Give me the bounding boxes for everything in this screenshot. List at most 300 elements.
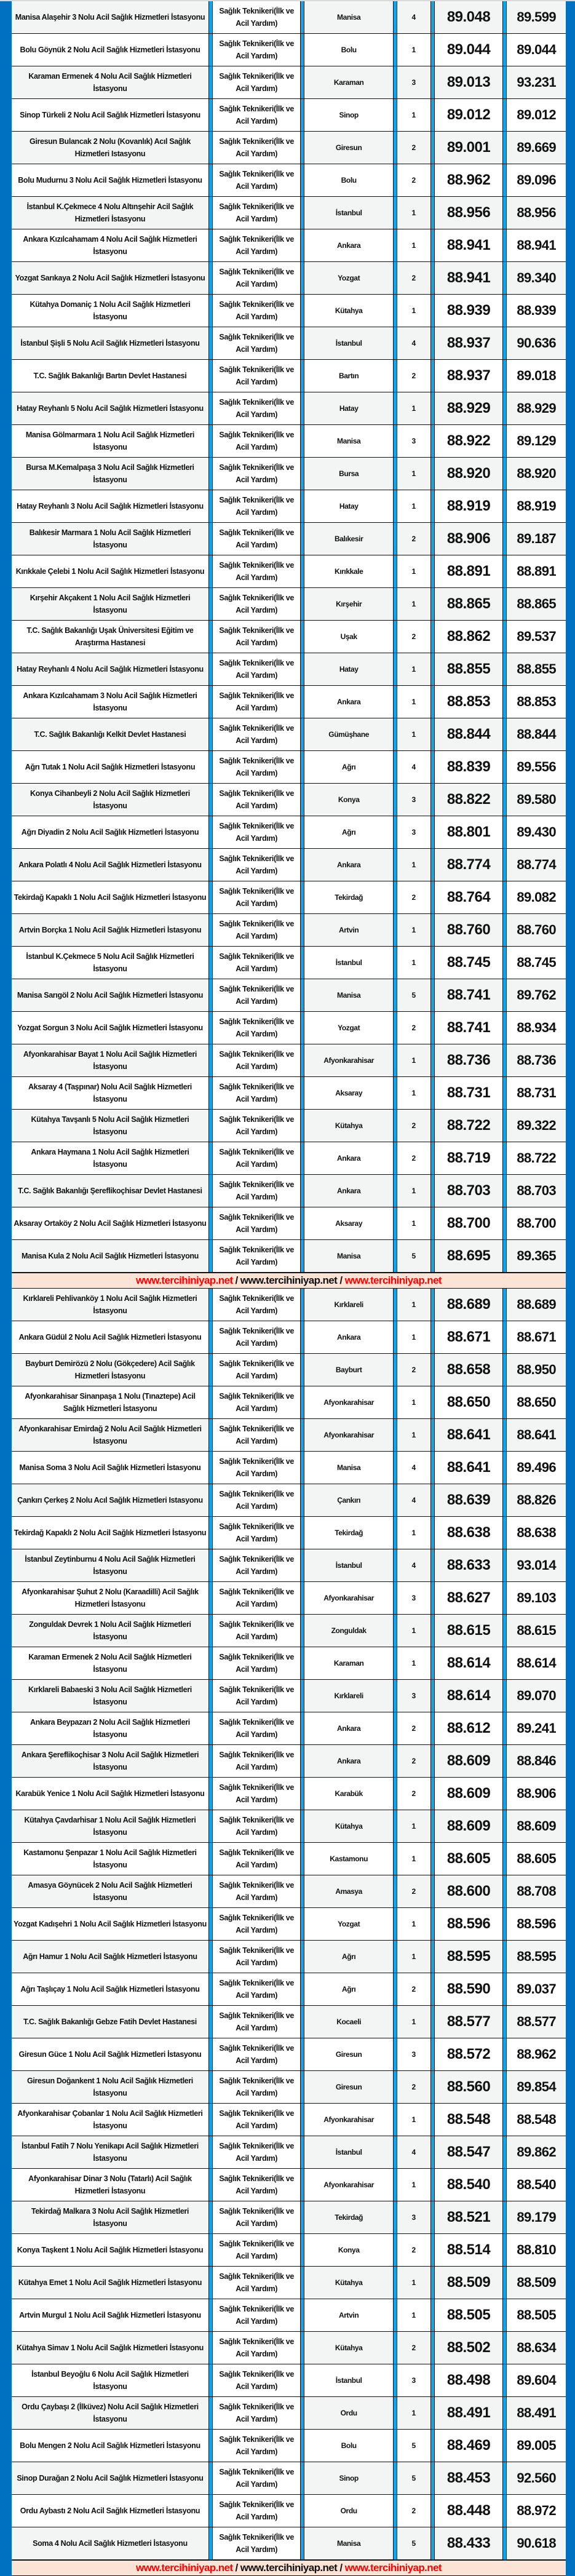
min-score: 88.491 bbox=[446, 2404, 491, 2421]
min-score: 88.641 bbox=[446, 1426, 491, 1443]
column-divider bbox=[208, 66, 213, 98]
column-divider bbox=[430, 1973, 435, 2005]
column-divider bbox=[393, 327, 397, 359]
city-name: İstanbul bbox=[335, 339, 362, 348]
column-divider bbox=[300, 1680, 304, 1712]
banner-link-1[interactable]: www.tercihiniyap.net bbox=[136, 2562, 233, 2574]
program-name: Sağlık Teknikeri(İlk ve Acil Yardım) bbox=[213, 2527, 301, 2559]
column-divider bbox=[300, 1549, 304, 1581]
column-divider bbox=[393, 132, 397, 164]
column-divider bbox=[208, 1110, 213, 1142]
column-divider bbox=[502, 2201, 507, 2233]
column-divider bbox=[393, 1712, 397, 1744]
banner-link-3[interactable]: www.tercihiniyap.net bbox=[344, 1274, 442, 1286]
quota-count: 3 bbox=[411, 1594, 416, 1602]
column-divider bbox=[393, 1810, 397, 1842]
column-divider bbox=[430, 1452, 435, 1484]
table-row bbox=[12, 751, 566, 784]
program-name: Sağlık Teknikeri(İlk ve Acil Yardım) bbox=[213, 1386, 301, 1418]
program-name: Sağlık Teknikeri(İlk ve Acil Yardım) bbox=[213, 1517, 301, 1549]
column-divider bbox=[502, 1012, 507, 1044]
column-divider bbox=[393, 2462, 397, 2494]
table-row bbox=[12, 99, 566, 132]
program-name: Sağlık Teknikeri(İlk ve Acil Yardım) bbox=[213, 490, 301, 522]
column-divider bbox=[502, 1207, 507, 1239]
column-divider bbox=[300, 1582, 304, 1614]
banner-link-2[interactable]: www.tercihiniyap.net bbox=[240, 2562, 338, 2574]
max-score: 88.934 bbox=[517, 1020, 557, 1035]
program-name: Sağlık Teknikeri(İlk ve Acil Yardım) bbox=[213, 1680, 301, 1712]
max-score: 89.604 bbox=[517, 2372, 557, 2388]
city-name: Giresun bbox=[335, 2083, 362, 2091]
column-divider bbox=[430, 1289, 435, 1321]
program-name: Sağlık Teknikeri(İlk ve Acil Yardım) bbox=[213, 2038, 301, 2070]
program-name: Sağlık Teknikeri(İlk ve Acil Yardım) bbox=[213, 523, 301, 555]
table-row bbox=[12, 327, 566, 360]
max-score: 88.941 bbox=[517, 237, 557, 253]
banner-separator-2: / bbox=[337, 1274, 345, 1286]
program-name: Sağlık Teknikeri(İlk ve Acil Yardım) bbox=[213, 99, 301, 131]
program-name: Sağlık Teknikeri(İlk ve Acil Yardım) bbox=[213, 1175, 301, 1207]
column-divider bbox=[208, 262, 213, 294]
column-divider bbox=[208, 784, 213, 816]
city-name: Çankırı bbox=[337, 1496, 361, 1505]
column-divider bbox=[300, 1386, 304, 1418]
institution-name: Bursa M.Kemalpaşa 3 Nolu Acil Sağlık Hizmetleri İstasyonu bbox=[26, 463, 194, 484]
column-divider bbox=[430, 1843, 435, 1875]
institution-name: Bolu Mengen 2 Nolu Acil Sağlık Hizmetleri İstasyonu bbox=[20, 2441, 200, 2450]
min-score: 89.044 bbox=[446, 41, 491, 58]
max-score: 88.745 bbox=[517, 955, 557, 970]
column-divider bbox=[430, 784, 435, 816]
program-name: Sağlık Teknikeri(İlk ve Acil Yardım) bbox=[213, 2299, 301, 2331]
max-score: 88.919 bbox=[517, 498, 557, 514]
column-divider bbox=[502, 1110, 507, 1142]
column-divider bbox=[393, 621, 397, 653]
column-divider bbox=[502, 295, 507, 327]
column-divider bbox=[300, 327, 304, 359]
city-name: İstanbul bbox=[335, 958, 362, 967]
column-divider bbox=[430, 1, 435, 33]
column-divider bbox=[393, 458, 397, 490]
column-divider bbox=[502, 784, 507, 816]
min-score: 88.627 bbox=[446, 1589, 491, 1606]
column-divider bbox=[502, 360, 507, 392]
banner-link-3[interactable]: www.tercihiniyap.net bbox=[344, 2562, 442, 2574]
quota-count: 1 bbox=[411, 567, 416, 576]
city-name: Kütahya bbox=[335, 2343, 363, 2352]
column-divider bbox=[300, 653, 304, 685]
column-divider bbox=[300, 1240, 304, 1272]
table-row bbox=[12, 2397, 566, 2430]
column-divider bbox=[300, 1517, 304, 1549]
max-score: 88.855 bbox=[517, 661, 557, 677]
column-divider bbox=[430, 2267, 435, 2299]
program-name: Sağlık Teknikeri(İlk ve Acil Yardım) bbox=[213, 1941, 301, 1973]
column-divider bbox=[502, 2495, 507, 2527]
city-name: Ankara bbox=[337, 1724, 361, 1733]
table-row bbox=[12, 132, 566, 164]
table-row bbox=[12, 2234, 566, 2267]
column-divider bbox=[502, 2299, 507, 2331]
column-divider bbox=[393, 1908, 397, 1940]
min-score: 89.048 bbox=[446, 9, 491, 25]
institution-name: Artvin Borçka 1 Nolu Acil Sağlık Hizmetleri İstasyonu bbox=[18, 926, 202, 934]
quota-count: 1 bbox=[411, 306, 416, 315]
column-divider bbox=[300, 99, 304, 131]
column-divider bbox=[502, 1077, 507, 1109]
city-name: Yozgat bbox=[338, 1024, 360, 1032]
min-score: 88.844 bbox=[446, 726, 491, 742]
program-name: Sağlık Teknikeri(İlk ve Acil Yardım) bbox=[213, 1582, 301, 1614]
column-divider bbox=[502, 229, 507, 261]
table-row bbox=[12, 2038, 566, 2071]
max-score: 88.609 bbox=[517, 1818, 557, 1834]
column-divider bbox=[393, 262, 397, 294]
banner-link-2[interactable]: www.tercihiniyap.net bbox=[240, 1274, 338, 1286]
column-divider bbox=[208, 686, 213, 718]
city-name: Kütahya bbox=[335, 1121, 363, 1130]
column-divider bbox=[430, 2332, 435, 2364]
min-score: 88.502 bbox=[446, 2339, 491, 2356]
program-name: Sağlık Teknikeri(İlk ve Acil Yardım) bbox=[213, 197, 301, 229]
table-row bbox=[12, 1044, 566, 1077]
website-banner-bottom bbox=[12, 2560, 566, 2576]
max-score: 88.731 bbox=[517, 1085, 557, 1100]
column-divider bbox=[300, 2104, 304, 2136]
institution-name: Ankara Haymana 1 Nolu Acil Sağlık Hizmetleri İstasyonu bbox=[31, 1148, 189, 1169]
quota-count: 2 bbox=[411, 2246, 416, 2254]
program-name: Sağlık Teknikeri(İlk ve Acil Yardım) bbox=[213, 1012, 301, 1044]
table-row bbox=[12, 262, 566, 295]
city-name: Aksaray bbox=[335, 1219, 363, 1228]
max-score: 89.179 bbox=[517, 2209, 557, 2225]
program-name: Sağlık Teknikeri(İlk ve Acil Yardım) bbox=[213, 2136, 301, 2168]
table-row bbox=[12, 295, 566, 327]
column-divider bbox=[208, 360, 213, 392]
column-divider bbox=[430, 621, 435, 653]
table-row bbox=[12, 2462, 566, 2495]
column-divider bbox=[502, 1843, 507, 1875]
column-divider bbox=[430, 1517, 435, 1549]
column-divider bbox=[208, 490, 213, 522]
program-name: Sağlık Teknikeri(İlk ve Acil Yardım) bbox=[213, 1, 301, 33]
column-divider bbox=[393, 490, 397, 522]
min-score: 88.937 bbox=[446, 367, 491, 384]
column-divider bbox=[502, 490, 507, 522]
table-row bbox=[12, 1875, 566, 1908]
quota-count: 1 bbox=[411, 2180, 416, 2189]
column-divider bbox=[300, 914, 304, 946]
table-row bbox=[12, 164, 566, 197]
website-banner bbox=[12, 1273, 566, 1289]
column-divider bbox=[300, 1973, 304, 2005]
column-divider bbox=[393, 1110, 397, 1142]
column-divider bbox=[502, 1549, 507, 1581]
column-divider bbox=[430, 2527, 435, 2559]
table-row bbox=[12, 425, 566, 458]
min-score: 88.448 bbox=[446, 2502, 491, 2519]
column-divider bbox=[502, 1142, 507, 1174]
column-divider bbox=[393, 2136, 397, 2168]
column-divider bbox=[393, 2364, 397, 2396]
column-divider bbox=[300, 1778, 304, 1810]
quota-count: 1 bbox=[411, 861, 416, 869]
min-score: 88.671 bbox=[446, 1329, 491, 1345]
column-divider bbox=[208, 1, 213, 33]
column-divider bbox=[393, 1321, 397, 1353]
quota-count: 1 bbox=[411, 1822, 416, 1831]
program-name: Sağlık Teknikeri(İlk ve Acil Yardım) bbox=[213, 2267, 301, 2299]
city-name: Uşak bbox=[340, 632, 357, 641]
institution-name: T.C. Sağlık Bakanlığı Gebze Fatih Devlet Hastanesi bbox=[23, 2017, 197, 2026]
column-divider bbox=[430, 914, 435, 946]
column-divider bbox=[502, 686, 507, 718]
city-name: Hatay bbox=[339, 665, 359, 674]
min-score: 88.865 bbox=[446, 595, 491, 612]
quota-count: 4 bbox=[411, 13, 416, 22]
column-divider bbox=[393, 1, 397, 33]
column-divider bbox=[300, 1175, 304, 1207]
column-divider bbox=[208, 1615, 213, 1647]
column-divider bbox=[393, 2006, 397, 2038]
column-divider bbox=[393, 2038, 397, 2070]
institution-name: Ankara Beypazarı 2 Nolu Acil Sağlık Hizmetleri İstasyonu bbox=[30, 1718, 190, 1739]
column-divider bbox=[300, 881, 304, 913]
column-divider bbox=[208, 2397, 213, 2429]
column-divider bbox=[208, 1680, 213, 1712]
quota-count: 2 bbox=[411, 1366, 416, 1374]
min-score: 88.572 bbox=[446, 2046, 491, 2062]
institution-name: Yozgat Kadışehri 1 Nolu Acil Sağlık Hizmetleri İstasyonu bbox=[14, 1920, 207, 1928]
column-divider bbox=[502, 914, 507, 946]
institution-name: Ordu Aybastı 2 Nolu Acil Sağlık Hizmetleri İstasyonu bbox=[20, 2506, 200, 2515]
column-divider bbox=[430, 555, 435, 587]
column-divider bbox=[300, 2201, 304, 2233]
column-divider bbox=[300, 1110, 304, 1142]
column-divider bbox=[430, 1582, 435, 1614]
min-score: 88.774 bbox=[446, 856, 491, 873]
column-divider bbox=[300, 1712, 304, 1744]
city-name: Ağrı bbox=[341, 1952, 356, 1961]
max-score: 89.070 bbox=[517, 1688, 557, 1703]
table-row bbox=[12, 2071, 566, 2104]
city-name: Kütahya bbox=[335, 1822, 363, 1831]
quota-count: 1 bbox=[411, 730, 416, 739]
min-score: 88.941 bbox=[446, 237, 491, 253]
program-name: Sağlık Teknikeri(İlk ve Acil Yardım) bbox=[213, 1240, 301, 1272]
institution-name: Ankara Kızılcahamam 4 Nolu Acil Sağlık Hizmetleri İstasyonu bbox=[23, 235, 197, 256]
column-divider bbox=[208, 2462, 213, 2494]
column-divider bbox=[502, 2006, 507, 2038]
banner-link-1[interactable]: www.tercihiniyap.net bbox=[136, 1274, 233, 1286]
column-divider bbox=[430, 164, 435, 196]
column-divider bbox=[393, 881, 397, 913]
institution-name: Kırşehir Akçakent 1 Nolu Acil Sağlık Hizmetleri İstasyonu bbox=[30, 594, 191, 614]
city-name: Sinop bbox=[339, 111, 359, 119]
max-score: 88.605 bbox=[517, 1851, 557, 1866]
institution-name: Bayburt Demirözü 2 Nolu (Gökçedere) Acil Sağlık Hizmetleri İstasyonu bbox=[25, 1359, 195, 1380]
max-score: 88.760 bbox=[517, 922, 557, 937]
table-row bbox=[12, 1484, 566, 1517]
min-score: 88.929 bbox=[446, 400, 491, 416]
column-divider bbox=[502, 1452, 507, 1484]
column-divider bbox=[430, 229, 435, 261]
column-divider bbox=[430, 1712, 435, 1744]
column-divider bbox=[300, 816, 304, 848]
max-score: 88.846 bbox=[517, 1753, 557, 1768]
city-name: Kırklareli bbox=[334, 1300, 363, 1309]
max-score: 90.636 bbox=[517, 335, 557, 351]
min-score: 88.433 bbox=[446, 2535, 491, 2551]
quota-count: 4 bbox=[411, 763, 416, 771]
table-row bbox=[12, 588, 566, 621]
institution-name: Artvin Murgul 1 Nolu Acil Sağlık Hizmetleri İstasyonu bbox=[19, 2311, 201, 2320]
column-divider bbox=[300, 1207, 304, 1239]
column-divider bbox=[393, 99, 397, 131]
column-divider bbox=[208, 2136, 213, 2168]
column-divider bbox=[502, 34, 507, 66]
column-divider bbox=[300, 784, 304, 816]
column-divider bbox=[208, 1582, 213, 1614]
program-name: Sağlık Teknikeri(İlk ve Acil Yardım) bbox=[213, 1745, 301, 1777]
city-name: Zonguldak bbox=[331, 1626, 367, 1635]
column-divider bbox=[300, 229, 304, 261]
table-row bbox=[12, 360, 566, 392]
column-divider bbox=[502, 2364, 507, 2396]
min-score: 89.012 bbox=[446, 106, 491, 123]
max-score: 93.231 bbox=[517, 74, 557, 90]
max-score: 88.906 bbox=[517, 1786, 557, 1801]
quota-count: 1 bbox=[411, 1920, 416, 1928]
institution-name: Konya Cihanbeyli 2 Nolu Acil Sağlık Hizmetleri İstasyonu bbox=[30, 789, 190, 810]
quota-count: 2 bbox=[411, 1887, 416, 1896]
column-divider bbox=[300, 2267, 304, 2299]
program-name: Sağlık Teknikeri(İlk ve Acil Yardım) bbox=[213, 2169, 301, 2201]
table-row bbox=[12, 2495, 566, 2527]
quota-count: 2 bbox=[411, 372, 416, 380]
city-name: Bolu bbox=[341, 46, 357, 54]
program-name: Sağlık Teknikeri(İlk ve Acil Yardım) bbox=[213, 66, 301, 98]
institution-name: Kırklareli Babaeski 3 Nolu Acil Sağlık Hizmetleri İstasyonu bbox=[28, 1685, 192, 1706]
city-name: Ankara bbox=[337, 698, 361, 706]
table-row bbox=[12, 2430, 566, 2462]
column-divider bbox=[502, 1810, 507, 1842]
table-row bbox=[12, 816, 566, 849]
city-name: Ankara bbox=[337, 241, 361, 250]
table-row bbox=[12, 979, 566, 1012]
city-name: Kastamonu bbox=[330, 1854, 368, 1863]
column-divider bbox=[502, 1941, 507, 1973]
column-divider bbox=[430, 458, 435, 490]
city-name: Manisa bbox=[337, 2539, 361, 2548]
program-name: Sağlık Teknikeri(İlk ve Acil Yardım) bbox=[213, 1321, 301, 1353]
column-divider bbox=[393, 1778, 397, 1810]
column-divider bbox=[393, 197, 397, 229]
column-divider bbox=[208, 816, 213, 848]
column-divider bbox=[502, 588, 507, 620]
max-score: 88.577 bbox=[517, 2014, 557, 2029]
max-score: 89.187 bbox=[517, 531, 557, 546]
column-divider bbox=[393, 1647, 397, 1679]
program-name: Sağlık Teknikeri(İlk ve Acil Yardım) bbox=[213, 784, 301, 816]
column-divider bbox=[502, 1615, 507, 1647]
column-divider bbox=[300, 523, 304, 555]
column-divider bbox=[393, 2527, 397, 2559]
city-name: Hatay bbox=[339, 404, 359, 413]
program-name: Sağlık Teknikeri(İlk ve Acil Yardım) bbox=[213, 1142, 301, 1174]
city-name: Ağrı bbox=[341, 828, 356, 837]
max-score: 88.671 bbox=[517, 1329, 557, 1345]
program-name: Sağlık Teknikeri(İlk ve Acil Yardım) bbox=[213, 947, 301, 979]
table-row bbox=[12, 523, 566, 555]
table-row bbox=[12, 1908, 566, 1941]
quota-count: 2 bbox=[411, 1154, 416, 1163]
column-divider bbox=[208, 1207, 213, 1239]
min-score: 88.521 bbox=[446, 2209, 491, 2225]
quota-count: 1 bbox=[411, 1431, 416, 1439]
program-name: Sağlık Teknikeri(İlk ve Acil Yardım) bbox=[213, 2364, 301, 2396]
program-name: Sağlık Teknikeri(İlk ve Acil Yardım) bbox=[213, 2006, 301, 2038]
column-divider bbox=[430, 2397, 435, 2429]
institution-name: Manisa Sarıgöl 2 Nolu Acil Sağlık Hizmetleri İstasyonu bbox=[17, 991, 204, 1000]
column-divider bbox=[502, 1175, 507, 1207]
column-divider bbox=[393, 2495, 397, 2527]
quota-count: 2 bbox=[411, 143, 416, 152]
column-divider bbox=[502, 1517, 507, 1549]
column-divider bbox=[393, 2299, 397, 2331]
institution-name: İstanbul Şişli 5 Nolu Acil Sağlık Hizmetleri İstasyonu bbox=[20, 339, 200, 348]
table-row bbox=[12, 947, 566, 979]
column-divider bbox=[430, 262, 435, 294]
institution-name: Ankara Şereflikoçhisar 3 Nolu Acil Sağlık Hizmetleri İstasyonu bbox=[21, 1751, 199, 1771]
quota-count: 1 bbox=[411, 209, 416, 217]
min-score: 88.760 bbox=[446, 921, 491, 938]
quota-count: 2 bbox=[411, 274, 416, 282]
column-divider bbox=[208, 392, 213, 424]
column-divider bbox=[208, 164, 213, 196]
column-divider bbox=[430, 1110, 435, 1142]
institution-name: Bolu Göynük 2 Nolu Acil Sağlık Hizmetleri İstasyonu bbox=[20, 46, 200, 54]
column-divider bbox=[208, 621, 213, 653]
city-name: Tekirdağ bbox=[335, 893, 363, 902]
column-divider bbox=[502, 164, 507, 196]
program-name: Sağlık Teknikeri(İlk ve Acil Yardım) bbox=[213, 1973, 301, 2005]
table-row bbox=[12, 66, 566, 99]
city-name: Ordu bbox=[340, 2506, 357, 2515]
column-divider bbox=[502, 1745, 507, 1777]
column-divider bbox=[300, 1810, 304, 1842]
column-divider bbox=[430, 653, 435, 685]
max-score: 88.689 bbox=[517, 1297, 557, 1312]
min-score: 88.962 bbox=[446, 172, 491, 188]
city-name: Kırklareli bbox=[334, 1691, 363, 1700]
column-divider bbox=[502, 718, 507, 750]
table-section-after-banner bbox=[12, 1289, 566, 2560]
column-divider bbox=[208, 1240, 213, 1272]
column-divider bbox=[300, 1354, 304, 1386]
column-divider bbox=[393, 425, 397, 457]
column-divider bbox=[208, 1419, 213, 1451]
column-divider bbox=[208, 849, 213, 881]
city-name: Tekirdağ bbox=[335, 2213, 363, 2222]
program-name: Sağlık Teknikeri(İlk ve Acil Yardım) bbox=[213, 34, 301, 66]
column-divider bbox=[502, 2136, 507, 2168]
quota-count: 1 bbox=[411, 2409, 416, 2417]
max-score: 89.537 bbox=[517, 629, 557, 644]
quota-count: 3 bbox=[411, 2050, 416, 2059]
column-divider bbox=[300, 197, 304, 229]
